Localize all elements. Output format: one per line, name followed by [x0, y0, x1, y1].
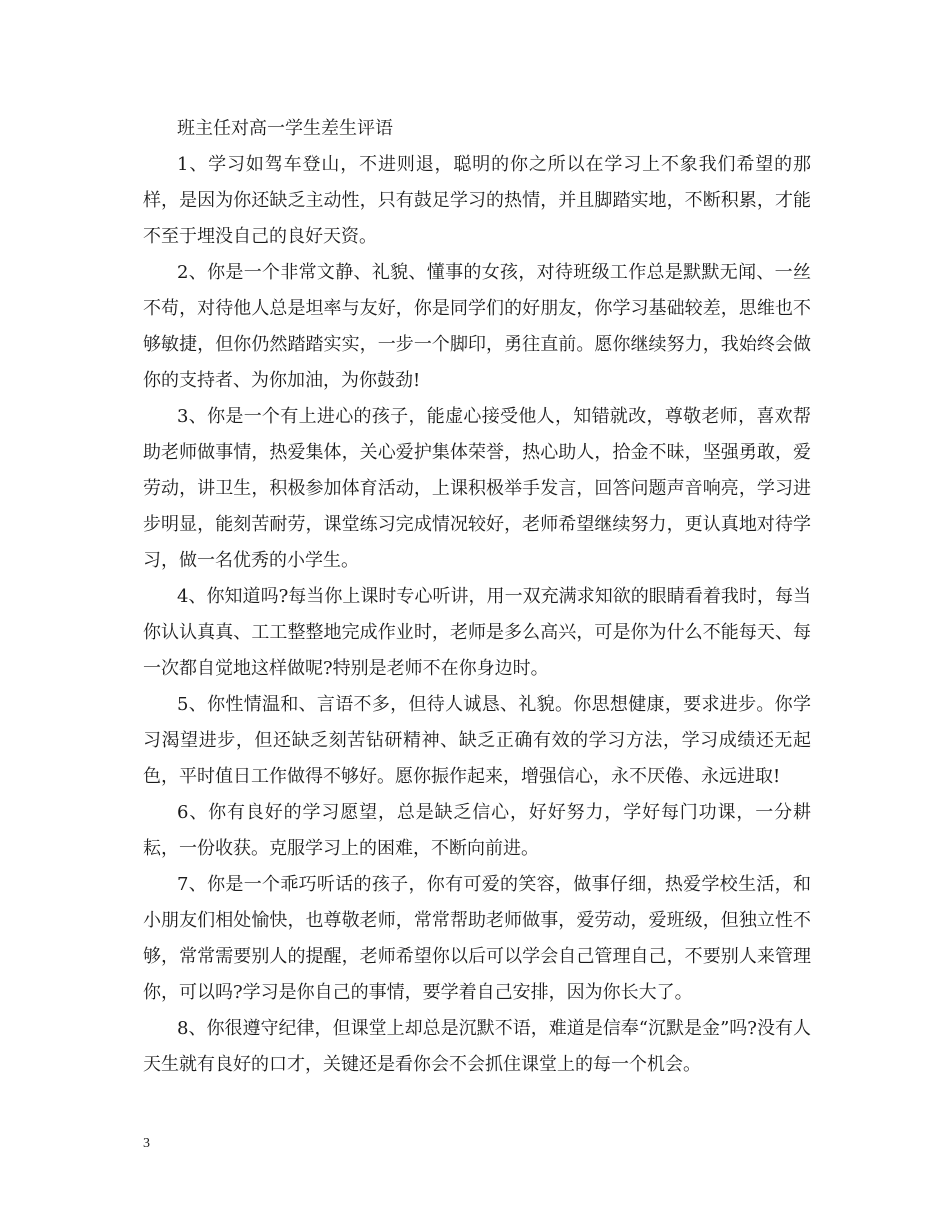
document-title: 班主任对高一学生差生评语 — [177, 118, 393, 139]
comment-paragraph-4: 4、你知道吗?每当你上课时专心听讲，用一双充满求知欲的眼睛看着我时，每当你认认真真、工工整整地完成作业时，老师是多么高兴，可是你为什么不能每天、每一次都自觉地这样做呢?特别是老师不在你身边时。 — [143, 586, 811, 679]
comment-paragraph-1: 1、学习如驾车登山，不进则退，聪明的你之所以在学习上不象我们希望的那样，是因为你还缺乏主动性，只有鼓足学习的热情，并且脚踏实地，不断积累，才能不至于埋没自己的良好天资。 — [143, 154, 811, 247]
comment-paragraph-5: 5、你性情温和、言语不多，但待人诚恳、礼貌。你思想健康，要求进步。你学习渴望进步，但还缺乏刻苦钻研精神、缺乏正确有效的学习方法，学习成绩还无起色，平时值日工作做得不够好。愿你振作起来，增强信心，永不厌倦、永远进取! — [143, 694, 811, 787]
document-body — [143, 111, 811, 1083]
comment-paragraph-3: 3、你是一个有上进心的孩子，能虚心接受他人，知错就改，尊敬老师，喜欢帮助老师做事情，热爱集体，关心爱护集体荣誉，热心助人，拾金不昧，坚强勇敢，爱劳动，讲卫生，积极参加体育活动，上课积极举手发言，回答问题声音响亮，学习进步明显，能刻苦耐劳，课堂练习完成情况较好，老师希望继续努力，更认真地对待学习，做一名优秀的小学生。 — [143, 406, 811, 571]
comment-paragraph-6: 6、你有良好的学习愿望，总是缺乏信心，好好努力，学好每门功课，一分耕耘，一份收获。克服学习上的困难，不断向前进。 — [143, 802, 811, 859]
page-number: 3 — [143, 1136, 150, 1151]
comment-paragraph-7: 7、你是一个乖巧听话的孩子，你有可爱的笑容，做事仔细，热爱学校生活，和小朋友们相处愉快，也尊敬老师，常常帮助老师做事，爱劳动，爱班级，但独立性不够，常常需要别人的提醒，老师希望你以后可以学会自己管理自己，不要别人来管理你，可以吗?学习是你自己的事情，要学着自己安排，因为你长大了。 — [143, 874, 811, 1003]
comment-paragraph-8: 8、你很遵守纪律，但课堂上却总是沉默不语，难道是信奉“沉默是金”吗?没有人天生就有良好的口才，关键还是看你会不会抓住课堂上的每一个机会。 — [143, 1018, 811, 1075]
comment-paragraph-2: 2、你是一个非常文静、礼貌、懂事的女孩，对待班级工作总是默默无闻、一丝不苟，对待他人总是坦率与友好，你是同学们的好朋友，你学习基础较差，思维也不够敏捷，但你仍然踏踏实实，一步一个脚印，勇往直前。愿你继续努力，我始终会做你的支持者、为你加油，为你鼓劲! — [143, 262, 811, 391]
